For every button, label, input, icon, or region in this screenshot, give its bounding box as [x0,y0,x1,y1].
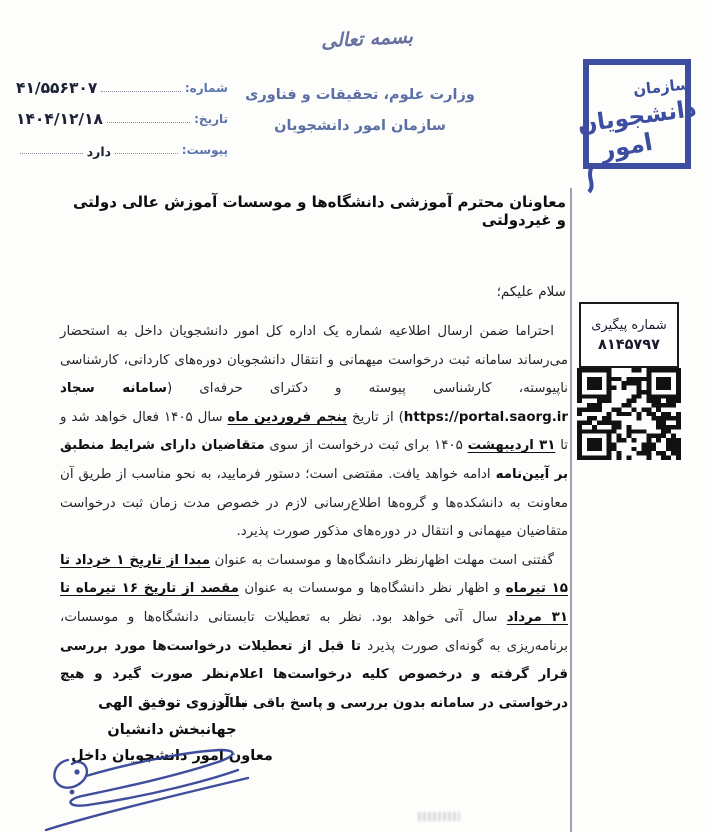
paragraph-1 [60,318,568,547]
text-segment: سال ۱۴۰۵ فعال خواهد شد و تا [60,409,568,454]
logo-word-3: دانشجویان [575,95,699,139]
tracking-label: شماره پیگیری [591,317,667,333]
date-value: ۱۴۰۴/۱۲/۱۸ [16,110,104,128]
text-segment: گفتنی است مهلت اظهارنظر دانشگاه‌ها و موسسات به عنوان [209,552,555,568]
date-field [16,97,228,128]
text-segment: مقصد از تاریخ ۱۶ تیرماه تا ۳۱ مرداد [60,581,568,625]
signature-closing: با آرزوی توفیق الهی [98,695,246,711]
text-segment: ۱۴۰۵ برای ثبت درخواست از سوی [264,438,468,454]
text-segment: https://portal.saorg.ir [403,409,569,425]
qr-code-graphic [577,368,681,460]
letter-body [60,318,568,718]
signatory-title: معاون امور دانشجویان داخل [71,748,273,764]
dotted-leader [20,153,83,154]
handwritten-signature [30,742,270,832]
signature-ink-graphic [30,742,270,832]
addressee-line: معاونان محترم آموزشی دانشگاه‌ها و موسسات آموزش عالی دولتی و غیردولتی [72,193,566,229]
logo-word-1: سازمان [632,75,691,99]
salutation: سلام علیکم؛ [496,284,566,300]
text-segment: تا قبل از تعطیلات درخواست‌ها مورد بررسی قرار گرفته و درخصوص کلیه درخواست‌ها اعلام‌نظر صورت گیرد و هیچ درخواستی در سامانه بدون بررسی و پاسخ باقی نماند. [60,638,568,711]
tracking-number-box [579,302,679,368]
text-segment: احتراما ضمن ارسال اطلاعیه شماره یک اداره کل امور دانشجویان داخل به استحضار می‌رساند سامانه ثبت درخواست میهمانی و انتقال دانشجویان دوره‌های کاردانی، کارشناسی ناپیوسته، کارشناسی پیوسته و دکترای حرفه‌ای ( [60,324,569,397]
logo-word-2: امور [598,127,655,165]
text-segment: پنجم فروردین ماه [227,409,348,425]
text-segment: ) از تاریخ [347,409,404,425]
organization-logo-graphic [566,56,702,192]
bismillah-calligraphy: بسمه تعالی [320,25,414,53]
letterhead-fields [16,66,228,159]
date-label: تاریخ: [194,112,228,126]
organization-logo [566,56,702,192]
dotted-leader [107,122,190,123]
dotted-leader [115,153,178,154]
text-segment: سال آتی خواهد بود. نظر به تعطیلات تابستانی دانشگاه‌ها و موسسات، برنامه‌ریزی به گونه‌ای صورت پذیرد [60,609,569,654]
letterhead-titles [228,80,492,142]
text-segment: ادامه خواهد یافت. مقتضی است؛ دستور فرمایید، به نحو مناسب از طریق آن معاونت به دانشکده‌ها و گروه‌ها اطلاع‌رسانی لازم در خصوص مدت زمان ثبت درخواست متقاضیان میهمانی و انتقال در دوره‌های مذکور صورت پذیرد. [60,466,568,540]
text-segment: مبدا از تاریخ ۱ خرداد تا ۱۵ تیرماه [60,552,568,597]
number-value: ۴۱/۵۵۶۳۰۷ [16,79,98,97]
footer-smudge [418,812,460,821]
number-field [16,66,228,97]
qr-code [577,368,681,460]
signatory-name: جهانبخش دانشیان [107,721,237,738]
attachment-value: دارد [86,144,112,159]
organization-name: سازمان امور دانشجویان [274,118,446,134]
number-label: شماره: [184,81,228,95]
text-segment: ۳۱ اردیبهشت [467,438,556,454]
text-segment: سامانه سجاد [60,381,167,397]
dotted-leader [101,91,180,92]
margin-rule [570,188,572,832]
attachment-field [16,128,228,159]
text-segment: متقاضیان دارای شرایط منطبق بر آیین‌نامه [60,438,568,482]
tracking-value: ۸۱۴۵۷۹۷ [598,336,660,353]
ministry-name: وزارت علوم، تحقیقات و فناوری [245,87,475,103]
attachment-label: پیوست: [181,143,228,157]
text-segment: و اظهار نظر دانشگاه‌ها و موسسات به عنوان [238,581,506,597]
